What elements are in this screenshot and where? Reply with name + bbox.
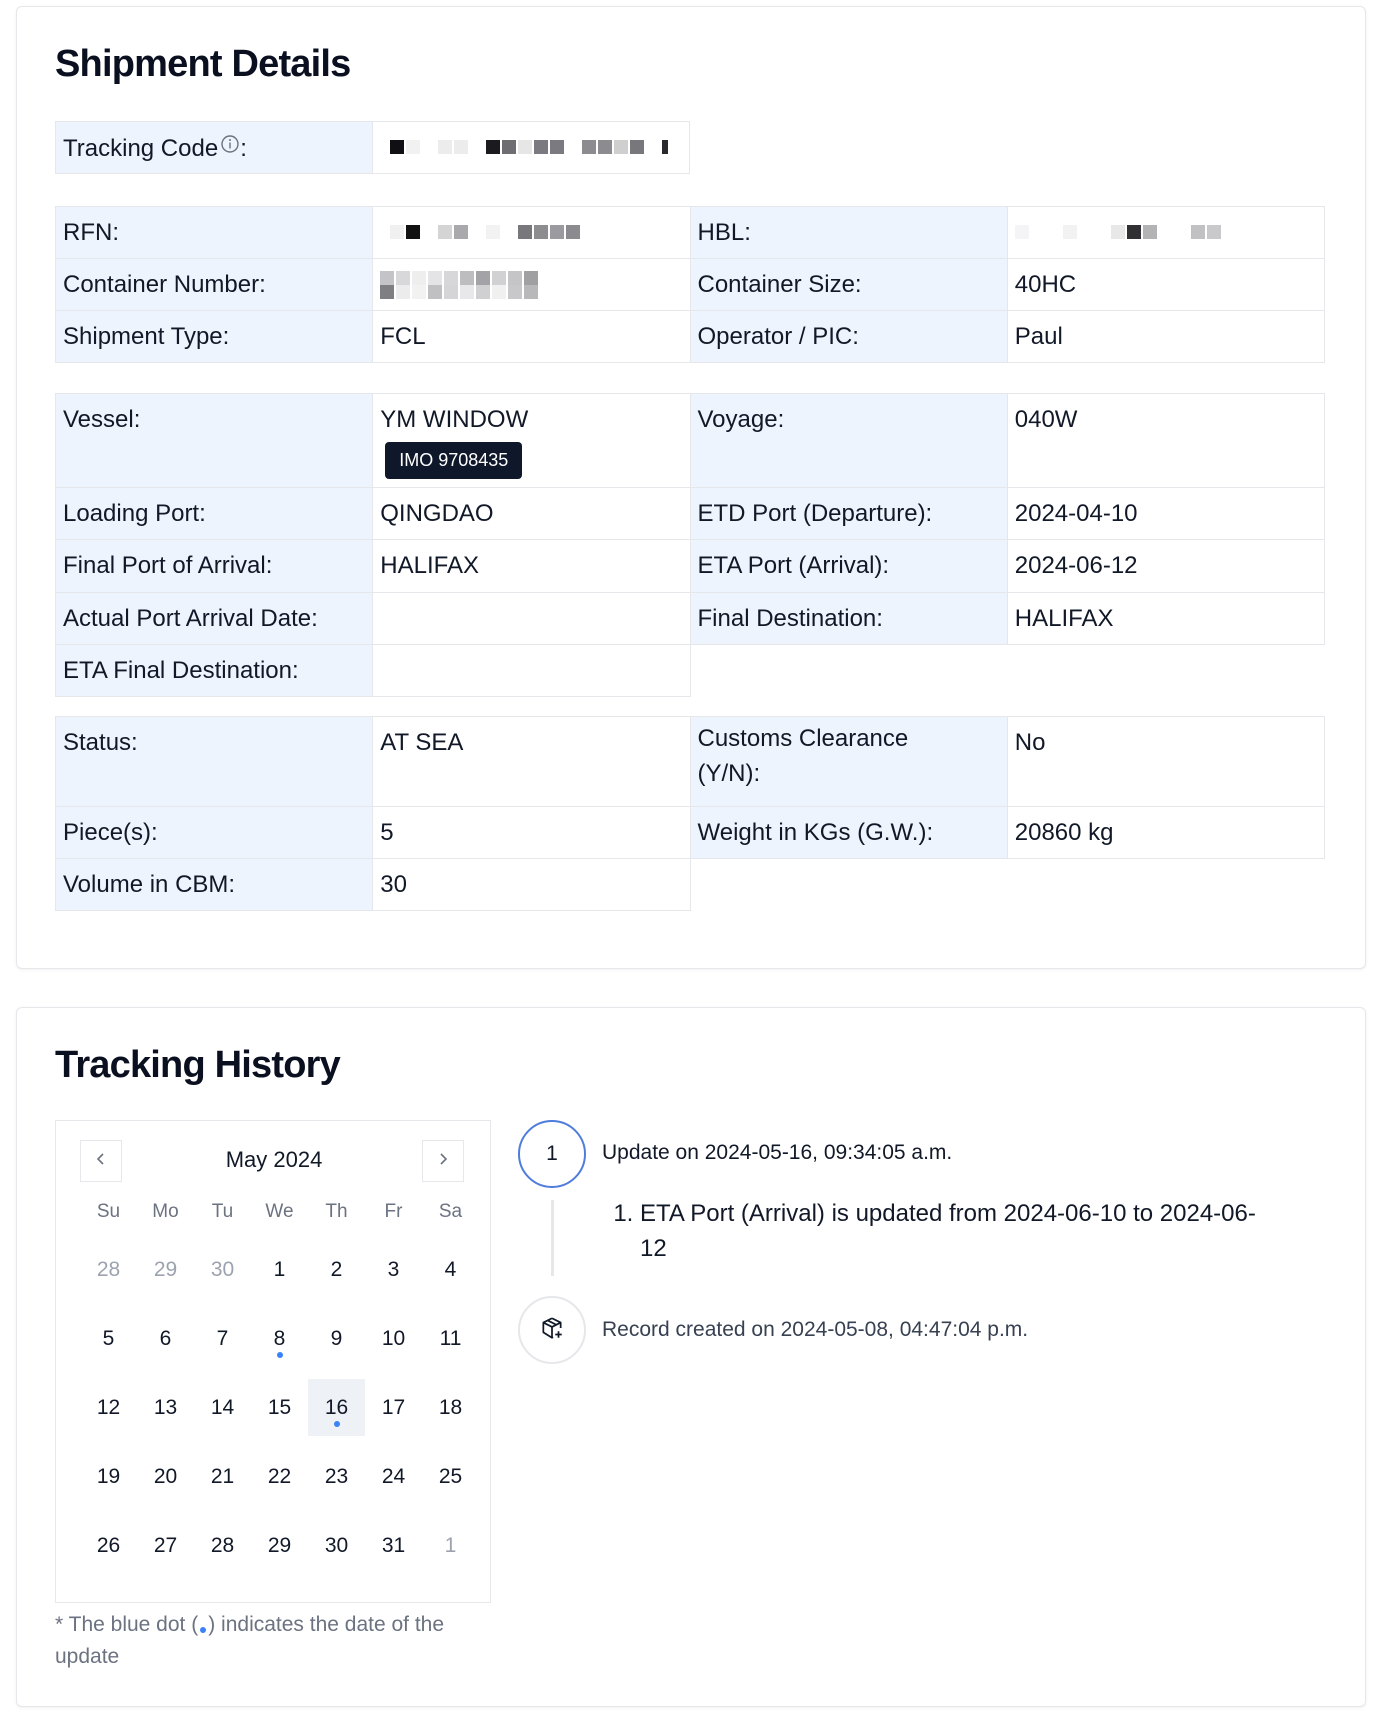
final-port-value: HALIFAX [373,540,690,593]
status-label: Status: [56,717,373,807]
calendar-day[interactable]: 27 [153,1533,178,1557]
pieces-label: Piece(s): [56,807,373,859]
calendar-grid [80,1201,480,1574]
calendar-weekday: Th [325,1201,348,1222]
calendar-day[interactable]: 12 [96,1395,121,1419]
calendar-day[interactable]: 28 [210,1533,235,1557]
info-icon[interactable] [220,133,240,161]
tracking-code-value [373,122,690,174]
tracking-history-title: Tracking History [55,1044,340,1086]
calendar-day[interactable]: 1 [273,1257,286,1281]
tracking-code-label: Tracking Code : [56,122,373,174]
hbl-value [1007,207,1324,259]
voyage-table [55,393,1325,697]
calendar-day[interactable]: 18 [438,1395,463,1419]
volume-label: Volume in CBM: [56,859,373,911]
calendar-weekday: Mo [152,1201,179,1222]
actual-arrival-label: Actual Port Arrival Date: [56,593,373,645]
timeline-created-badge [518,1296,586,1364]
calendar-day[interactable]: 4 [444,1257,457,1281]
final-port-label: Final Port of Arrival: [56,540,373,593]
container-number-value [373,259,690,311]
actual-arrival-value [373,593,690,645]
calendar-day[interactable]: 3 [387,1257,400,1281]
loading-port-value: QINGDAO [373,488,690,540]
calendar-weekday: Su [96,1201,121,1222]
vessel-name: YM WINDOW [380,406,529,433]
weight-label: Weight in KGs (G.W.): [690,807,1007,859]
voyage-value: 040W [1007,394,1324,488]
calendar-day[interactable]: 19 [96,1464,121,1488]
eta-value: 2024-06-12 [1007,540,1324,593]
etd-label: ETD Port (Departure): [690,488,1007,540]
eta-final-label: ETA Final Destination: [56,645,373,697]
volume-value: 30 [373,859,690,911]
calendar-day[interactable]: 6 [159,1326,172,1350]
container-size-label: Container Size: [690,259,1007,311]
shipment-type-label: Shipment Type: [56,311,373,363]
calendar-day[interactable]: 22 [267,1464,292,1488]
redacted-value [380,225,582,241]
calendar-weekday: Tu [211,1201,234,1222]
calendar-next-button[interactable] [422,1140,464,1182]
rfn-value [373,207,690,259]
calendar-day[interactable]: 29 [153,1257,178,1281]
operator-value: Paul [1007,311,1324,363]
eta-final-value [373,645,690,697]
redacted-value [380,140,670,156]
etd-value: 2024-04-10 [1007,488,1324,540]
calendar-day[interactable]: 8 [251,1310,308,1367]
calendar-day[interactable]: 7 [216,1326,229,1350]
hbl-label: HBL: [690,207,1007,259]
calendar-day[interactable]: 2 [330,1257,343,1281]
timeline-update-title: Update on 2024-05-16, 09:34:05 a.m. [602,1141,953,1164]
timeline-step-badge: 1 [518,1120,586,1188]
timeline-connector [551,1200,554,1276]
calendar-weekday: We [265,1201,294,1222]
calendar-day[interactable]: 10 [381,1326,406,1350]
blue-dot-icon [200,1627,206,1633]
calendar-day[interactable]: 11 [439,1326,462,1350]
final-destination-label: Final Destination: [690,593,1007,645]
calendar-month-label: May 2024 [225,1147,323,1172]
timeline-change-item: 1. ETA Port (Arrival) is updated from 2024-06-10 to 2024-06-12 [640,1196,1260,1266]
customs-label: Customs Clearance (Y/N): [690,717,1007,807]
calendar-day[interactable]: 31 [381,1533,406,1557]
shipment-details-title: Shipment Details [55,43,351,85]
redacted-value [1015,225,1223,241]
vessel-label: Vessel: [56,394,373,488]
calendar-day[interactable]: 24 [381,1464,406,1488]
package-plus-icon [539,1315,565,1346]
calendar [55,1120,491,1603]
status-value: AT SEA [373,717,690,807]
calendar-day[interactable]: 5 [102,1326,115,1350]
calendar-day[interactable]: 25 [438,1464,463,1488]
calendar-day[interactable]: 14 [210,1395,235,1419]
tracking-code-table [55,121,690,174]
calendar-day[interactable]: 17 [381,1395,406,1419]
cargo-table [55,716,1325,911]
calendar-day[interactable]: 21 [210,1464,235,1488]
chevron-right-icon [436,1152,450,1171]
redacted-value [380,271,550,299]
voyage-label: Voyage: [690,394,1007,488]
calendar-day[interactable]: 9 [330,1326,343,1350]
calendar-day[interactable]: 13 [153,1395,178,1419]
calendar-day[interactable]: 30 [324,1533,349,1557]
pieces-value: 5 [373,807,690,859]
rfn-label: RFN: [56,207,373,259]
timeline-change-list [612,1196,1260,1266]
calendar-day[interactable]: 26 [96,1533,121,1557]
calendar-day[interactable]: 30 [210,1257,235,1281]
customs-value: No [1007,717,1324,807]
container-size-value: 40HC [1007,259,1324,311]
calendar-day-selected[interactable]: 16 [308,1379,365,1436]
calendar-weekday: Fr [384,1201,403,1222]
loading-port-label: Loading Port: [56,488,373,540]
calendar-weekday: Sa [438,1201,463,1222]
weight-value: 20860 kg [1007,807,1324,859]
calendar-day[interactable]: 1 [444,1533,457,1557]
operator-label: Operator / PIC: [690,311,1007,363]
calendar-day[interactable]: 28 [96,1257,121,1281]
container-number-label: Container Number: [56,259,373,311]
calendar-legend-note: * The blue dot ( ) indicates the date of the update [55,1613,445,1668]
final-destination-value: HALIFAX [1007,593,1324,645]
calendar-day[interactable]: 20 [153,1464,178,1488]
identifiers-table [55,206,1325,363]
calendar-day[interactable]: 23 [324,1464,349,1488]
shipment-type-value: FCL [373,311,690,363]
timeline-created-title: Record created on 2024-05-08, 04:47:04 p.m. [602,1318,1029,1341]
shipment-details-card [16,6,1366,969]
tracking-history-card [16,1007,1366,1707]
eta-label: ETA Port (Arrival): [690,540,1007,593]
imo-badge[interactable]: IMO 9708435 [385,442,522,479]
update-dot-icon [334,1421,340,1427]
update-dot-icon [277,1352,283,1358]
vessel-value [373,394,690,488]
calendar-day[interactable]: 29 [267,1533,292,1557]
calendar-day[interactable]: 15 [267,1395,292,1419]
